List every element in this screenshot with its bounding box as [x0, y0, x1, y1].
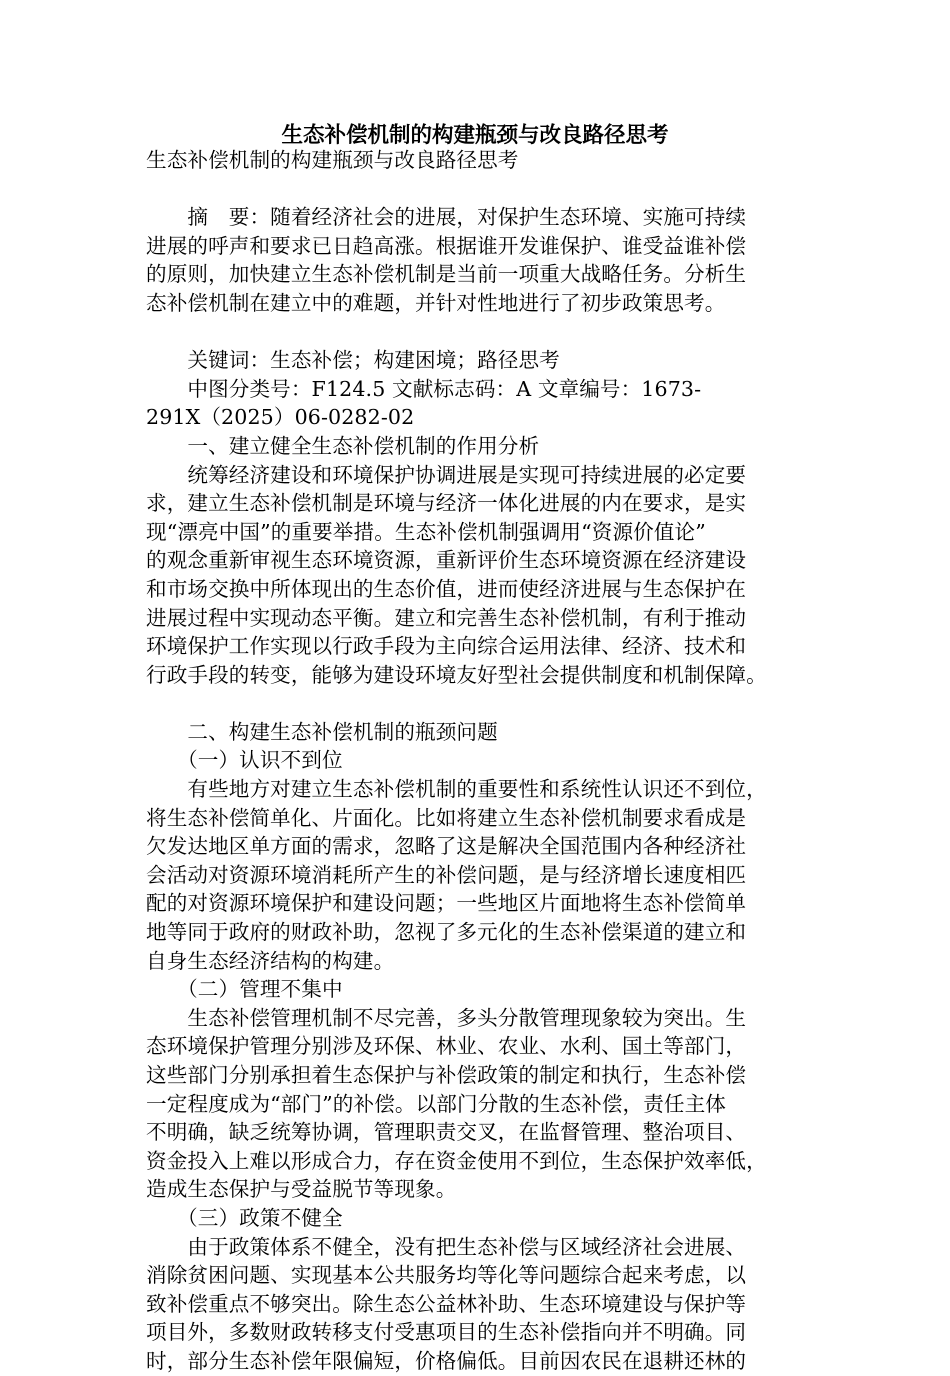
- paragraph-line: 进展过程中实现动态平衡。建立和完善生态补偿机制，有利于推动: [146, 605, 747, 630]
- abstract-line: 摘 要：随着经济社会的进展，对保护生态环境、实施可持续: [146, 205, 747, 230]
- keywords-line: 关键词：生态补偿；构建困境；路径思考: [146, 348, 560, 373]
- paragraph-line: 由于政策体系不健全，没有把生态补偿与区域经济社会进展、: [146, 1234, 747, 1259]
- subsection-heading: （一）认识不到位: [146, 748, 343, 773]
- document-title: 生态补偿机制的构建瓶颈与改良路径思考: [281, 123, 669, 148]
- paragraph-line: 这些部门分别承担着生态保护与补偿政策的制定和执行，生态补偿: [146, 1063, 747, 1087]
- paragraph-line: 行政手段的转变，能够为建设环境友好型社会提供制度和机制保障。: [146, 662, 767, 687]
- paragraph-line: 资金投入上难以形成合力，存在资金使用不到位，生态保护效率低，: [146, 1148, 767, 1173]
- paragraph-line: 时，部分生态补偿年限偏短，价格偏低。目前因农民在退耕还林的: [146, 1348, 747, 1373]
- paragraph-line: 现“漂亮中国”的重要举措。生态补偿机制强调用“资源价值论”: [146, 519, 706, 544]
- abstract-line: 进展的呼声和要求已日趋高涨。根据谁开发谁保护、谁受益谁补偿: [146, 233, 747, 258]
- paragraph-line: 的观念重新审视生态环境资源，重新评价生态环境资源在经济建设: [146, 548, 747, 573]
- paragraph-line: 致补偿重点不够突出。除生态公益林补助、生态环境建设与保护等: [146, 1291, 747, 1316]
- paragraph-line: 项目外，多数财政转移支付受惠项目的生态补偿指向并不明确。同: [146, 1320, 747, 1345]
- paragraph-line: 有些地方对建立生态补偿机制的重要性和系统性认识还不到位，: [146, 777, 767, 802]
- paragraph-line: 自身生态经济结构的构建。: [146, 948, 395, 973]
- paragraph-line: 配的对资源环境保护和建设问题；一些地区片面地将生态补偿简单: [146, 891, 747, 916]
- abstract-paragraph: [146, 203, 806, 317]
- paragraph-line: 会活动对资源环境消耗所产生的补偿问题，是与经济增长速度相匹: [146, 862, 747, 887]
- paragraph-line: 求，建立生态补偿机制是环境与经济一体化进展的内在要求，是实: [146, 491, 747, 516]
- blank-line: [146, 318, 806, 347]
- paragraph-line: 统筹经济建设和环境保护协调进展是实现可持续进展的必定要: [146, 462, 747, 487]
- abstract-line: 的原则，加快建立生态补偿机制是当前一项重大战略任务。分析生: [146, 262, 747, 287]
- classification-line: 中图分类号：F124.5 文献标志码：A 文章编号：1673-: [146, 376, 702, 401]
- paragraph-line: 造成生态保护与受益脱节等现象。: [146, 1177, 457, 1202]
- subsection-heading: （二）管理不集中: [146, 977, 343, 1002]
- paragraph-line: 将生态补偿简单化、片面化。比如将建立生态补偿机制要求看成是: [146, 805, 747, 830]
- subsection-paragraph: [146, 1004, 806, 1204]
- document-subtitle: 生态补偿机制的构建瓶颈与改良路径思考: [146, 148, 519, 172]
- paragraph-line: 生态补偿管理机制不尽完善，多头分散管理现象较为突出。生: [146, 1005, 747, 1030]
- paragraph-line: 不明确，缺乏统筹协调，管理职责交叉，在监督管理、整治项目、: [146, 1120, 747, 1145]
- paragraph-line: 消除贫困问题、实现基本公共服务均等化等问题综合起来考虑，以: [146, 1263, 747, 1288]
- blank-line: [146, 175, 806, 204]
- section-heading: 二、构建生态补偿机制的瓶颈问题: [146, 719, 498, 744]
- classification-line: 291X（2025）06-0282-02: [146, 405, 415, 430]
- subsection-paragraph: [146, 775, 806, 975]
- paragraph-line: 环境保护工作实现以行政手段为主向综合运用法律、经济、技术和: [146, 634, 747, 659]
- blank-line: [146, 689, 806, 718]
- paragraph-line: 和市场交换中所体现出的生态价值，进而使经济进展与生态保护在: [146, 576, 747, 601]
- subsection-paragraph: [146, 1233, 806, 1376]
- document-body: [146, 146, 806, 1376]
- abstract-line: 态补偿机制在建立中的难题，并针对性地进行了初步政策思考。: [146, 290, 726, 315]
- paragraph-line: 地等同于政府的财政补助，忽视了多元化的生态补偿渠道的建立和: [146, 920, 747, 945]
- classification-block: [146, 375, 806, 432]
- section-paragraph: [146, 461, 806, 690]
- paragraph-line: 一定程度成为“部门”的补偿。以部门分散的生态补偿，责任主体: [146, 1091, 726, 1116]
- paragraph-line: 态环境保护管理分别涉及环保、林业、农业、水利、国土等部门，: [146, 1034, 747, 1059]
- subsection-heading: （三）政策不健全: [146, 1205, 343, 1230]
- paragraph-line: 欠发达地区单方面的需求，忽略了这是解决全国范围内各种经济社: [146, 834, 747, 859]
- section-heading: 一、建立健全生态补偿机制的作用分析: [146, 433, 540, 458]
